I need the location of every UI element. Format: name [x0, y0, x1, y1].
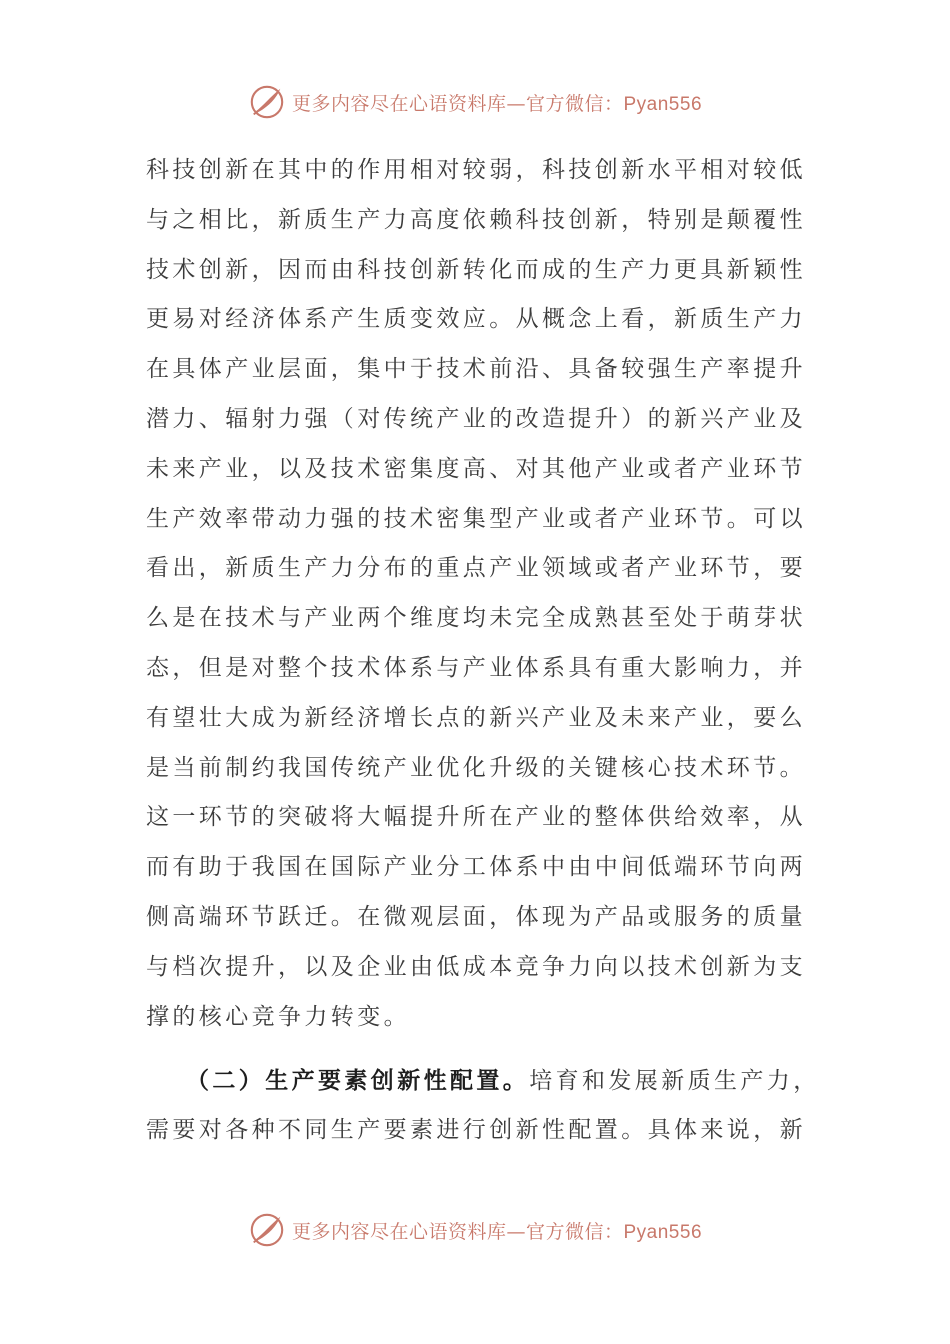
text-line: 潜力、辐射力强（对传统产业的改造提升）的新兴产业及 — [146, 405, 806, 432]
banner-text: 更多内容尽在心语资料库—官方微信：Pyan556 — [291, 92, 703, 115]
header-banner — [0, 80, 950, 124]
paragraph-gap — [146, 1042, 806, 1056]
text-line: 需要对各种不同生产要素进行创新性配置。具体来说，新 — [146, 1117, 806, 1144]
text-line: 与之相比，新质生产力高度依赖科技创新，特别是颠覆性 — [146, 206, 806, 233]
footer-banner — [0, 1208, 950, 1252]
quill-logo-icon — [248, 1211, 286, 1249]
paragraph-1 — [146, 146, 806, 1042]
section-heading: （二）生产要素创新性配置。 — [186, 1067, 530, 1095]
document-body — [146, 146, 820, 1156]
text-line: 这一环节的突破将大幅提升所在产业的整体供给效率，从 — [146, 804, 806, 831]
text-line: 么是在技术与产业两个维度均未完全成熟甚至处于萌芽状 — [146, 605, 806, 632]
text-line: （二）生产要素创新性配置。培育和发展新质生产力， — [186, 1067, 820, 1095]
text-line: 未来产业，以及技术密集度高、对其他产业或者产业环节 — [146, 455, 806, 482]
text-line: 生产效率带动力强的技术密集型产业或者产业环节。可以 — [146, 505, 806, 532]
text-line: 侧高端环节跃迁。在微观层面，体现为产品或服务的质量 — [146, 903, 806, 930]
text-line: 技术创新，因而由科技创新转化而成的生产力更具新颖性 — [146, 256, 806, 283]
text-line: 在具体产业层面，集中于技术前沿、具备较强生产率提升 — [146, 356, 806, 383]
text-line: 而有助于我国在国际产业分工体系中由中间低端环节向两 — [146, 854, 806, 881]
text-line: 是当前制约我国传统产业优化升级的关键核心技术环节。 — [146, 754, 806, 781]
text-line: 看出，新质生产力分布的重点产业领域或者产业环节，要 — [146, 555, 806, 582]
text-line: 态，但是对整个技术体系与产业体系具有重大影响力，并 — [146, 654, 806, 681]
text-line: 撑的核心竞争力转变。 — [146, 1003, 410, 1030]
text-line: 与档次提升，以及企业由低成本竞争力向以技术创新为支 — [146, 953, 806, 980]
text-line: 科技创新在其中的作用相对较弱，科技创新水平相对较低 — [146, 157, 806, 183]
banner-text: 更多内容尽在心语资料库—官方微信：Pyan556 — [291, 1220, 703, 1243]
quill-logo-icon — [248, 83, 286, 121]
text-line: 更易对经济体系产生质变效应。从概念上看，新质生产力 — [146, 306, 806, 333]
paragraph-2 — [146, 1056, 820, 1156]
text-line: 有望壮大成为新经济增长点的新兴产业及未来产业，要么 — [146, 704, 806, 731]
